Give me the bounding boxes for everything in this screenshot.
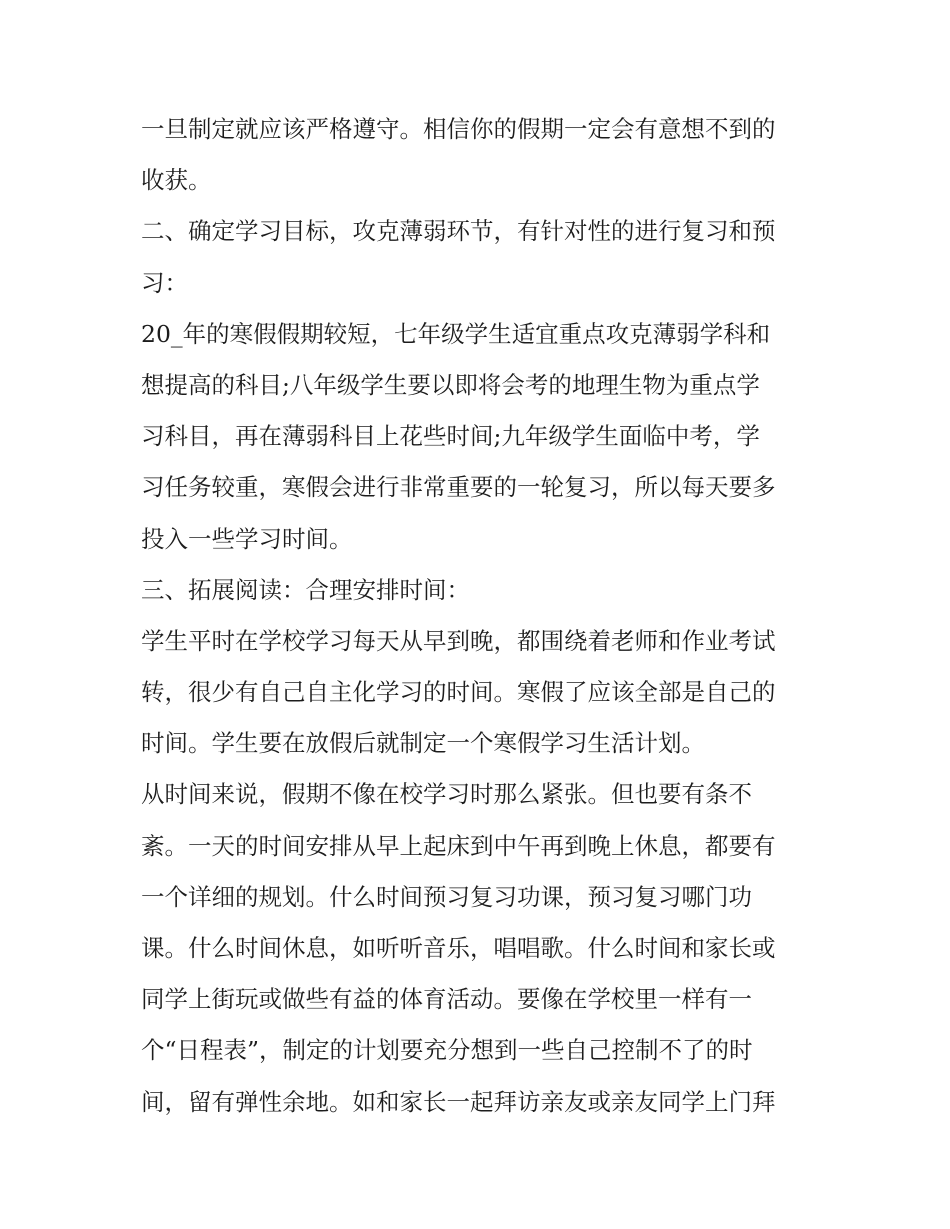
text-line: 间，留有弹性余地。如和家长一起拜访亲友或亲友同学上门拜 [141,1087,776,1116]
text-line: 20_年的寒假假期较短，七年级学生适宜重点攻克薄弱学科和 [141,319,771,348]
text-line: 时间。学生要在放假后就制定一个寒假学习生活计划。 [141,729,705,758]
text-line: 投入一些学习时间。 [141,524,353,553]
text-line: 同学上街玩或做些有益的体育活动。要像在学校里一样有一 [141,985,752,1014]
text-line: 学生平时在学校学习每天从早到晚，都围绕着老师和作业考试 [141,626,776,655]
text-line: 个“日程表”，制定的计划要充分想到一些自己控制不了的时 [141,1036,753,1065]
section-heading: 习： [141,268,188,297]
section-heading: 三、拓展阅读：合理安排时间： [141,575,470,604]
text-line: 一旦制定就应该严格遵守。相信你的假期一定会有意想不到的 [141,115,776,143]
text-line: 从时间来说，假期不像在校学习时那么紧张。但也要有条不 [141,780,752,809]
text-line: 想提高的科目;八年级学生要以即将会考的地理生物为重点学 [141,370,760,399]
document-body [141,104,821,1128]
text-line: 紊。一天的时间安排从早上起床到中午再到晚上休息，都要有 [141,831,776,860]
section-heading: 二、确定学习目标，攻克薄弱环节，有针对性的进行复习和预 [141,217,776,246]
text-line: 习科目，再在薄弱科目上花些时间;九年级学生面临中考，学 [141,422,760,451]
text-line: 转，很少有自己自主化学习的时间。寒假了应该全部是自己的 [141,678,776,707]
text-line: 习任务较重，寒假会进行非常重要的一轮复习，所以每天要多 [141,473,776,502]
text-line: 课。什么时间休息，如听听音乐，唱唱歌。什么时间和家长或 [141,934,776,962]
text-line: 收获。 [141,166,212,195]
text-line: 一个详细的规划。什么时间预习复习功课，预习复习哪门功 [141,882,752,911]
